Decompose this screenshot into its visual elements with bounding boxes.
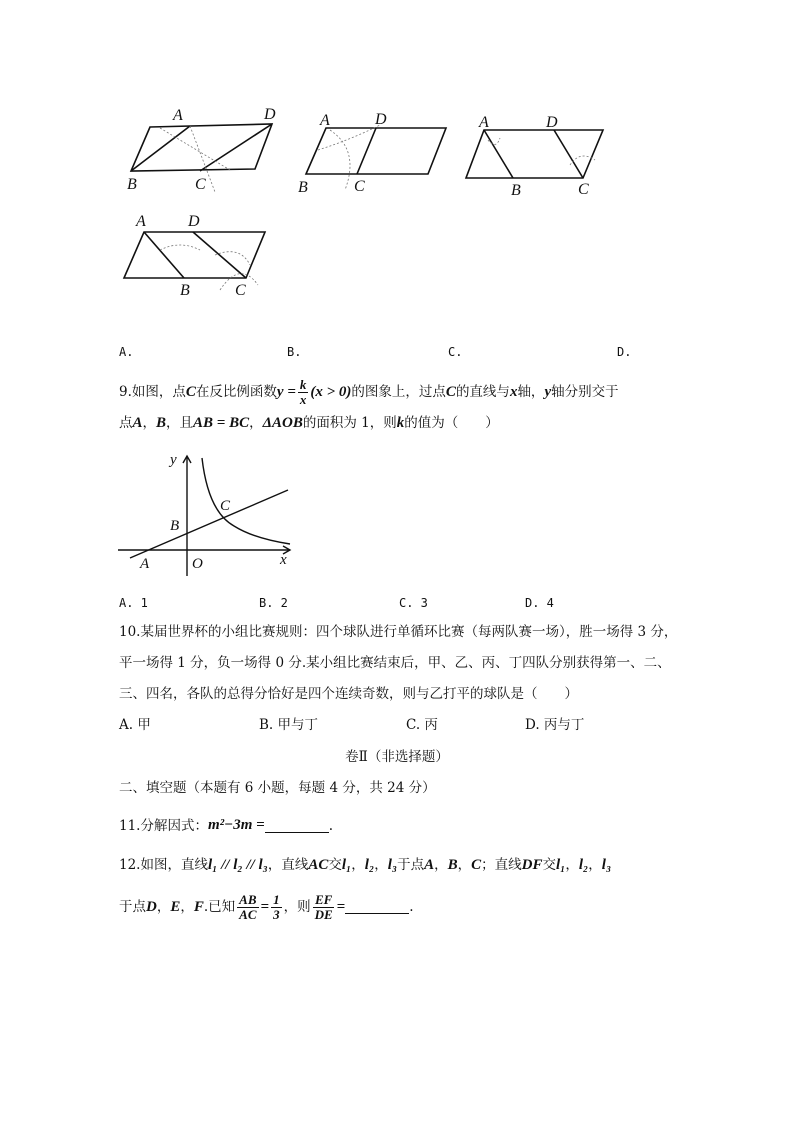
q9-text: 的图象上，过点 [351,384,446,401]
fig4-label-C: C [235,282,246,299]
q9-triangle: ΔAOB [262,415,303,431]
q12-equals: = [260,899,270,916]
q12-sep: ， [374,856,388,873]
q9-fraction [298,378,309,408]
q10-option-b[interactable]: B. 甲与丁 [259,717,319,733]
q9-function: y = [276,384,296,401]
fig3-segment-1 [484,130,513,178]
q9-fraction-den: x [299,392,307,408]
q10-option-d[interactable]: D. 丙与丁 [525,717,585,733]
q12-sep: ， [588,856,602,873]
q12-equals: = [336,899,346,916]
q12-line-ac: AC [308,857,329,873]
q8-option-d[interactable]: D. [617,345,632,359]
q9-option-c[interactable]: C. 3 [399,596,428,610]
fig2-label-C: C [354,178,365,195]
fig4-label-D: D [188,213,200,230]
q8-option-c[interactable]: C. [448,345,463,359]
q9-text: ，且 [166,414,194,431]
q12-text: 12.如图，直线 [119,856,208,873]
q12-sep: ， [434,856,448,873]
q9-graph [110,448,300,578]
fig3-segment-2 [554,130,583,178]
q11-label: 11.分解因式： [119,817,208,834]
q12-fraction-one-third [271,893,282,923]
q12-text: 交 [328,856,342,873]
q12-sep: ， [565,856,579,873]
q10-line-2: 平一场得 1 分，负一场得 0 分.某小组比赛结束后，甲、乙、丙、丁四队分别获得第一、二、 [119,655,671,671]
fig1-label-D: D [264,106,276,123]
q9-graph-O: O [192,556,203,572]
fig2-parallelogram [306,128,446,174]
q12-sep: ， [457,856,472,873]
q9-fraction-num: k [299,377,307,392]
q9-point-b: B [156,415,167,431]
fig2-segment [357,128,376,174]
q12-sep: ， [351,856,365,873]
q9-y: y [544,384,552,401]
q9-graph-y: y [170,452,177,468]
q12-text: .已知 [203,899,236,916]
q9-text: 的值为（ ） [404,414,499,431]
q12-parallel-lines: l₁ // l₂ // l₃ [207,857,268,873]
q9-line-1 [119,378,619,408]
q12-point-f: F [193,899,204,916]
q9-domain: (x > 0) [310,384,352,401]
q12-sep: ， [180,899,194,916]
q12-frac-num: AB [239,892,257,907]
q9-option-b[interactable]: B. 2 [259,596,288,610]
fig3-label-C: C [578,181,589,198]
q12-text: 于点 [119,899,146,916]
q9-point-c: C [445,384,456,401]
q9-graph-B: B [170,518,180,534]
q11 [119,818,333,833]
fig4-segment-2 [193,232,246,278]
q9-graph-x: x [280,552,287,568]
fig1-diagonal-2 [200,124,272,171]
fig4-parallelogram [124,232,265,278]
q12-l2: l₂ [578,857,589,873]
fig4-label-A: A [136,213,146,230]
q9-text: 在反比例函数 [195,384,277,401]
q12-l3: l₃ [601,857,612,873]
q12-end: . [409,899,414,916]
q12-frac-num: EF [314,892,333,907]
q12-l1: l₁ [341,857,352,873]
q12-line-2 [119,893,414,923]
q12-l2: l₂ [364,857,375,873]
q12-l1: l₁ [555,857,566,873]
fig3-parallelogram [466,130,603,178]
q9-graph-C: C [220,498,231,514]
q9-graph-A: A [140,556,150,572]
q12-text: ，直线 [267,856,309,873]
q11-end: . [328,817,333,834]
q8-option-a[interactable]: A. [119,345,134,359]
q12-frac-den: 3 [273,907,280,923]
q9-sep: ， [142,414,157,431]
section-title: 卷Ⅱ（非选择题） [345,749,449,765]
fig2-label-A: A [320,112,330,129]
q10-line-1: 10.某届世界杯的小组比赛规则：四个球队进行单循环比赛（每两队赛一场），胜一场得 3 分， [119,624,678,640]
q12-fraction-ef-de [313,893,335,923]
q12-answer-blank[interactable] [345,901,409,914]
fig3-label-B: B [511,182,521,199]
q9-condition: AB = BC [193,415,250,431]
section-2-heading: 二、填空题（本题有 6 小题，每题 4 分，共 24 分） [119,780,436,796]
q12-text: 交 [542,856,556,873]
fig4-label-B: B [180,282,190,299]
q9-text: 9.如图，点 [119,384,186,401]
fig1-label-A: A [173,107,183,124]
fig4-segment-1 [144,232,184,278]
q9-x: x [509,384,518,401]
q8-figures [0,0,794,310]
fig2-label-D: D [375,111,387,128]
q10-option-c[interactable]: C. 丙 [406,717,438,733]
q9-option-d[interactable]: D. 4 [525,596,554,610]
q10-option-a[interactable]: A. 甲 [119,717,151,733]
q12-text: ，则 [283,899,311,916]
q9-text: 的面积为 1，则 [302,414,397,431]
q12-l3: l₃ [387,857,398,873]
q11-expression: m²−3m = [207,817,265,833]
fig1-parallelogram [131,124,272,171]
q12-frac-den: DE [314,907,333,923]
q9-line-2 [119,416,499,431]
q12-point-c: C [471,857,482,873]
fig3-label-A: A [479,114,489,131]
q12-fraction-ab-ac [237,893,258,923]
fig1-label-C: C [195,176,206,193]
q9-text: 轴， [517,384,545,401]
q12-frac-num: 1 [273,892,280,907]
q11-answer-blank[interactable] [265,820,329,833]
q9-line [130,490,288,558]
q12-line-1 [119,858,611,873]
q10-line-3: 三、四名，各队的总得分恰好是四个连续奇数，则与乙打平的球队是（ ） [119,686,578,702]
q9-text: 点 [119,414,133,431]
q12-point-d: D [146,899,157,916]
q9-point-a: A [132,415,143,431]
fig3-label-D: D [546,114,558,131]
q12-text: 于点 [397,856,425,873]
q9-text: 的直线与 [455,384,510,401]
q9-option-a[interactable]: A. 1 [119,596,148,610]
fig1-label-B: B [127,176,137,193]
q12-point-a: A [424,857,435,873]
q9-hyperbola [202,458,290,544]
q9-sep: ， [249,414,263,431]
q12-sep: ， [156,899,171,916]
q9-text: 轴分别交于 [551,384,619,401]
q9-k: k [396,415,405,431]
q9-point-c: C [185,384,196,401]
q12-text: ；直线 [481,856,522,873]
fig2-label-B: B [298,179,308,196]
q8-option-b[interactable]: B. [287,345,302,359]
q12-line-df: DF [521,857,543,873]
q12-frac-den: AC [239,907,257,923]
q12-point-b: B [447,857,458,873]
q12-point-e: E [170,899,181,916]
